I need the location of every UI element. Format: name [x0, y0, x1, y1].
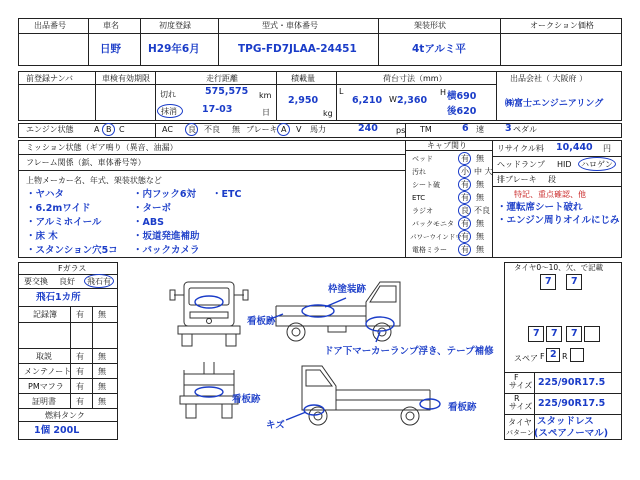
f-size-label: サイズ	[509, 381, 533, 390]
header-label-car-name: 車名	[103, 21, 119, 30]
cab-row-value: 小	[461, 167, 469, 176]
brake-opt-a: A	[281, 125, 287, 134]
model-chassis-value: TPG-FD7JLAA-24451	[238, 43, 357, 55]
headlamp-halogen-circle	[578, 157, 616, 171]
row2-label-company: 出品会社（ 大阪府 ）	[510, 74, 588, 83]
cab-row-circle	[458, 191, 471, 204]
headlamp-hid: HID	[557, 160, 572, 169]
left-panel-divider	[18, 393, 118, 394]
fglass-chip: 飛石有	[87, 277, 111, 286]
deregistered-date: 17-03	[202, 104, 233, 115]
mark-side-frame	[302, 305, 334, 317]
header-label-lot: 出品番号	[34, 21, 66, 30]
tm-speed-unit: 速	[476, 125, 484, 134]
fuel-tank-value: 1個 200L	[34, 425, 80, 436]
equipment-item: ・ABS	[133, 217, 164, 228]
f-size-label: F	[514, 373, 519, 382]
options-col-sep	[492, 140, 493, 258]
r-size-label: サイズ	[509, 402, 533, 411]
cab-row-alt: 無	[476, 232, 484, 241]
engine-opt-b: B	[106, 125, 112, 134]
mileage-unit: km	[259, 91, 272, 100]
right-divider	[492, 186, 622, 187]
cab-row-circle	[458, 165, 471, 178]
header-label-body: 架装形状	[414, 21, 446, 30]
equipment-item: ・6.2mワイド	[26, 203, 91, 214]
left-panel-divider	[18, 322, 118, 323]
tire-rear-value: 7	[533, 328, 540, 339]
header-label-price: オークション価格	[530, 21, 594, 30]
deregistered-label: 抹消	[161, 107, 177, 116]
pedal-unit: ペダル	[513, 125, 537, 134]
row2-col-sep	[496, 71, 497, 121]
certificate-yes: 有	[76, 397, 84, 406]
left-panel-divider	[18, 408, 118, 409]
special-note-item: ・運転席シート破れ	[497, 202, 583, 213]
row2-label-dimensions: 荷台寸法（mm）	[383, 74, 447, 83]
first-reg-value: H29年6月	[148, 43, 200, 55]
row2-col-sep	[336, 71, 337, 121]
power-label: 馬力	[310, 125, 326, 134]
options-divider	[18, 170, 405, 171]
manual-no: 無	[98, 352, 106, 361]
row2-divider	[18, 84, 496, 85]
cab-row-label: ベッド	[412, 155, 433, 163]
dim-H-side: 横690	[447, 91, 477, 102]
left-panel-divider	[18, 306, 118, 307]
options-col-sep	[405, 140, 406, 258]
pm-muffler-label: PMマフラ	[28, 382, 64, 391]
cab-row-alt: 無	[476, 193, 484, 202]
tire-rear-value: 7	[571, 328, 578, 339]
equipment-item: ・内フック6対	[133, 189, 196, 200]
pedal-value: 3	[505, 123, 512, 134]
header-col-sep	[140, 18, 141, 66]
diagram-note-door-marker: ドア下マーカーランプ浮き、テープ補修	[324, 346, 494, 357]
header-col-sep	[500, 18, 501, 66]
engine-label: エンジン状態	[26, 125, 74, 134]
maint-note-label: メンテノート	[24, 367, 72, 376]
special-note-item: ・エンジン周りオイルにじみ	[497, 215, 620, 226]
right-divider	[492, 172, 622, 173]
cab-row-label: 汚れ	[412, 168, 426, 176]
pm-muffler-no: 無	[98, 382, 106, 391]
spare-label: スペア	[514, 354, 538, 363]
power-unit: ps	[396, 126, 406, 135]
tire-title: タイヤ0～10、欠、で記載	[514, 263, 604, 272]
dim-W-label: W	[389, 95, 397, 104]
header-label-model: 型式・車体番号	[262, 21, 318, 30]
row2-label-load: 積載量	[291, 74, 315, 83]
row2-col-sep	[95, 71, 96, 121]
dim-H-rear: 後620	[447, 106, 477, 117]
brake-label: ブレーキ	[246, 125, 278, 134]
cab-row-circle	[458, 152, 471, 165]
tm-speed-value: 6	[462, 123, 469, 134]
tire-front-right-value: 7	[571, 276, 578, 287]
row2-label-inspection: 車検有効期限	[102, 74, 150, 83]
certificate-label: 証明書	[32, 397, 56, 406]
equipment-item: ・アルミホイール	[26, 217, 102, 228]
ac-none: 無	[232, 125, 240, 134]
cab-row-value: 有	[461, 219, 469, 228]
tire-panel-divider	[504, 372, 622, 373]
left-panel-col-sep	[92, 306, 93, 408]
tire-panel-divider	[504, 393, 622, 394]
manual-label: 取説	[36, 352, 52, 361]
cab-row-alt: 無	[476, 245, 484, 254]
r-size-label: R	[514, 394, 520, 403]
ac-good-circle	[185, 123, 198, 136]
dim-L-value: 6,210	[352, 95, 383, 106]
cab-row-alt: 無	[476, 180, 484, 189]
brake-opt-v: V	[296, 125, 302, 134]
diagram-note-side-sign: 看板跡	[448, 402, 477, 413]
company-value: ㈱富士エンジニアリング	[505, 99, 604, 109]
certificate-no: 無	[98, 397, 106, 406]
r-size-value: 225/90R17.5	[538, 398, 606, 409]
diagram-note-scratch: キズ	[266, 420, 285, 431]
row2-col-sep	[276, 71, 277, 121]
tire-front-left-value: 7	[545, 276, 552, 287]
spare-tire-value: 2	[550, 349, 557, 360]
manual-yes: 有	[76, 352, 84, 361]
f-size-value: 225/90R17.5	[538, 377, 606, 388]
ac-bad: 不良	[204, 125, 220, 134]
equipment-item: ・バックカメラ	[133, 245, 200, 256]
body-type-value: 4tアルミ平	[412, 43, 466, 55]
pattern-value: スタッドレス	[537, 416, 594, 427]
equipment-item: ・スタンション穴5コ	[26, 245, 118, 256]
left-panel-divider	[18, 348, 118, 349]
recycle-unit: 円	[603, 144, 611, 153]
spare-tire-box-r	[570, 348, 584, 362]
dim-L-label: L	[339, 87, 344, 96]
inspection-expired-label: 切れ	[160, 90, 176, 99]
record-yes: 有	[76, 310, 84, 319]
cab-related-label: キャブ関り	[427, 141, 467, 150]
fglass-good: 良好	[59, 277, 75, 286]
maint-note-yes: 有	[76, 367, 84, 376]
diagram-note-sign-mark: 看板跡	[247, 316, 276, 327]
load-unit: kg	[323, 109, 333, 118]
cab-row-value: 良	[461, 206, 469, 215]
cab-row-alt: 無	[476, 154, 484, 163]
cab-row-value: 有	[461, 193, 469, 202]
dim-W-value: 2,360	[397, 95, 428, 106]
left-panel-divider	[18, 378, 118, 379]
cab-row-label: ETC	[412, 194, 426, 202]
tire-rear-4	[584, 326, 600, 342]
cab-row-value: 有	[461, 180, 469, 189]
left-panel-divider	[18, 363, 118, 364]
truck-rear-view	[180, 362, 238, 418]
cab-row-alt: 不良	[474, 206, 490, 215]
tire-rear-value: 7	[551, 328, 558, 339]
pattern-label: タイヤ	[508, 418, 532, 427]
engine-opt-b-circle	[102, 123, 115, 136]
row3-col-sep	[155, 123, 156, 138]
cab-row-alt: 無	[476, 219, 484, 228]
left-panel-divider	[18, 288, 118, 289]
cab-row-circle	[458, 230, 471, 243]
header-divider	[18, 33, 622, 34]
fglass-replace: 要交換	[24, 277, 48, 286]
cab-row-value: 有	[461, 154, 469, 163]
exhaust-brake-value: 段	[548, 175, 556, 184]
ac-label: AC	[162, 125, 173, 134]
headlamp-halogen: ハロゲン	[581, 160, 613, 169]
equipment-item: ・坂道発進補助	[133, 231, 200, 242]
tm-label: TM	[420, 125, 432, 134]
left-panel-divider	[18, 421, 118, 422]
cab-row-value: 有	[461, 232, 469, 241]
cab-row-value: 有	[461, 245, 469, 254]
recycle-value: 10,440	[556, 142, 593, 153]
equipment-item: ・ヤハタ	[26, 189, 65, 200]
cab-row-label: 電格ミラー	[412, 246, 447, 254]
engine-opt-c: C	[119, 125, 125, 134]
brake-opt-a-circle	[277, 123, 290, 136]
truck-front-view	[170, 282, 248, 346]
fglass-label: Fガラス	[58, 264, 87, 273]
diagram-note-frame-paint: 枠塗装跡	[328, 284, 367, 295]
pattern-label: パターン	[506, 429, 534, 437]
mission-label: ミッション状態（ギア鳴り（異音、油漏）	[26, 143, 178, 152]
load-value: 2,950	[288, 95, 319, 106]
headlamp-label: ヘッドランプ	[497, 160, 545, 169]
frame-label: フレーム関係（鋲、車体番号等）	[26, 158, 146, 167]
record-book-label: 記録簿	[33, 310, 57, 319]
power-value: 240	[358, 123, 378, 134]
fuel-tank-label: 燃料タンク	[45, 411, 85, 420]
cab-row-label: バックモニタ	[412, 220, 454, 228]
diagram-note-rear-sign: 看板跡	[232, 394, 261, 405]
spare-r-label: R	[562, 352, 568, 361]
spare-f-label: F	[540, 352, 545, 361]
deregistered-circle	[157, 104, 183, 118]
ac-good: 良	[188, 125, 196, 134]
cab-row-label: ラジオ	[412, 207, 433, 215]
record-no: 無	[98, 310, 106, 319]
fglass-chip-circle	[84, 274, 114, 288]
car-name-value: 日野	[100, 43, 121, 55]
pm-muffler-yes: 有	[76, 382, 84, 391]
equipment-item: ・床 木	[26, 231, 58, 242]
equipment-item: ・ターボ	[133, 203, 172, 214]
fglass-chip-note: 飛石1カ所	[36, 292, 81, 303]
tire-panel-divider	[504, 414, 622, 415]
header-col-sep	[378, 18, 379, 66]
left-panel-col-sep	[70, 306, 71, 408]
header-col-sep	[218, 18, 219, 66]
tire-panel-col-sep	[534, 372, 535, 440]
cab-row-label: シート破	[412, 181, 440, 189]
maint-note-no: 無	[98, 367, 106, 376]
row2-label-mileage: 走行距離	[206, 74, 238, 83]
cab-row-circle	[458, 217, 471, 230]
row2-label-prev-plate: 前登録ナンバ	[26, 74, 74, 83]
pattern-value-spare: (スペアノーマル)	[534, 428, 609, 439]
exhaust-brake-label: 排ブレーキ	[497, 175, 537, 184]
options-divider	[18, 154, 405, 155]
cab-row-alt: 中 大	[474, 167, 493, 176]
dim-H-label: H	[440, 88, 447, 97]
recycle-label: リサイクル料	[497, 144, 544, 153]
upper-maker-label: 上物メーカー名、年式、架装状態など	[26, 176, 162, 185]
cab-row-circle	[458, 204, 471, 217]
engine-opt-a: A	[94, 125, 100, 134]
equipment-item: ・ETC	[212, 189, 242, 200]
row2-col-sep	[155, 71, 156, 121]
mark-front-plate	[195, 296, 223, 308]
special-notes-title: 特記、重点確認、他	[514, 190, 586, 199]
cab-row-label: パワーウインドウ	[410, 233, 462, 241]
header-col-sep	[88, 18, 89, 66]
mileage-value: 575,575	[205, 86, 249, 97]
cab-row-circle	[458, 178, 471, 191]
header-label-first-reg: 初度登録	[159, 21, 191, 30]
deregistered-day-unit: 日	[262, 108, 270, 117]
truck-side-view-bottom	[302, 366, 430, 425]
cab-row-circle	[458, 243, 471, 256]
